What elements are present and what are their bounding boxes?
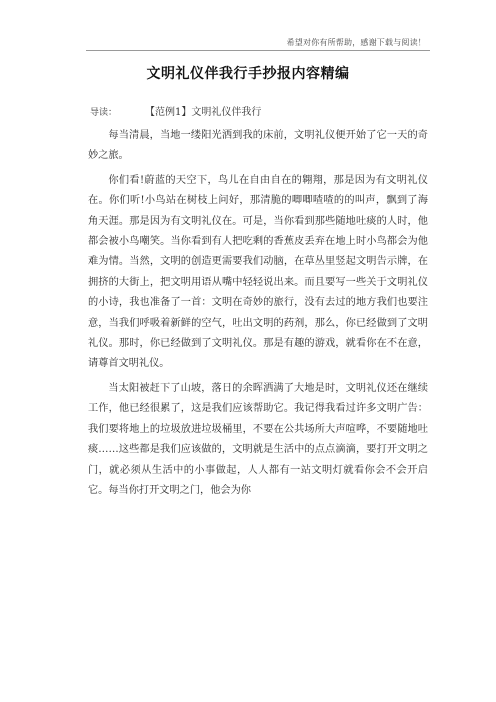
guide-text: 【范例1】文明礼仪伴我行 [145, 107, 262, 118]
paragraph: 每当清晨，当地一缕阳光洒到我的床前，文明礼仪便开始了它一天的奇妙之旅。 [88, 130, 428, 162]
header-divider [86, 50, 430, 51]
paragraph: 你们看!蔚蓝的天空下，鸟儿在自由自在的翱翔，那是因为有文明礼仪在。你们听!小鸟站在树枝上问好，那清脆的唧唧喳喳的的叫声，飘到了海角天涯。那是因为有文明礼仪在。可是，当你看到那些随地吐痰的人时，他都会被小鸟嘲笑。当你看到有人把吃剩的香蕉皮丢弃在地上时小鸟都会为他难为情。当然，文明的创造更需要我们动脑，在草丛里竖起文明告示牌，在拥挤的大街上，把文明用语从嘴中轻轻说出来。而且要写一些关于文明礼仪的小诗，我也准备了一首：文明在奇妙的旅行，没有去过的地方我们也要注意，当我们呼吸着新鲜的空气，吐出文明的药剂，那么，你已经做到了文明礼仪。那时，你已经做到了文明礼仪。那是有趣的游戏，就看你在不在意，请尊首文明礼仪。 [88, 174, 428, 370]
guide-line [90, 103, 261, 118]
guide-label: 导读： [90, 108, 118, 118]
header-note: 希望对你有所帮助，感谢下载与阅读！ [286, 38, 426, 47]
body-text [88, 126, 428, 505]
document-title: 文明礼仪伴我行手抄报内容精编 [146, 66, 350, 82]
paragraph: 当太阳被赶下了山坡，落日的余晖洒满了大地是时，文明礼仪还在继续工作，他已经很累了，这是我们应该帮助它。我记得我看过许多文明广告：我们要将地上的垃圾放进垃圾桶里，不要在公共场所大声喧哗，不要随地吐痰……这些都是我们应该做的，文明就是生活中的点点滴滴，要打开文明之门，就必须从生活中的小事做起，人人都有一站文明灯就看你会不会开启它。每当你打开文明之门，他会为你 [88, 382, 428, 496]
